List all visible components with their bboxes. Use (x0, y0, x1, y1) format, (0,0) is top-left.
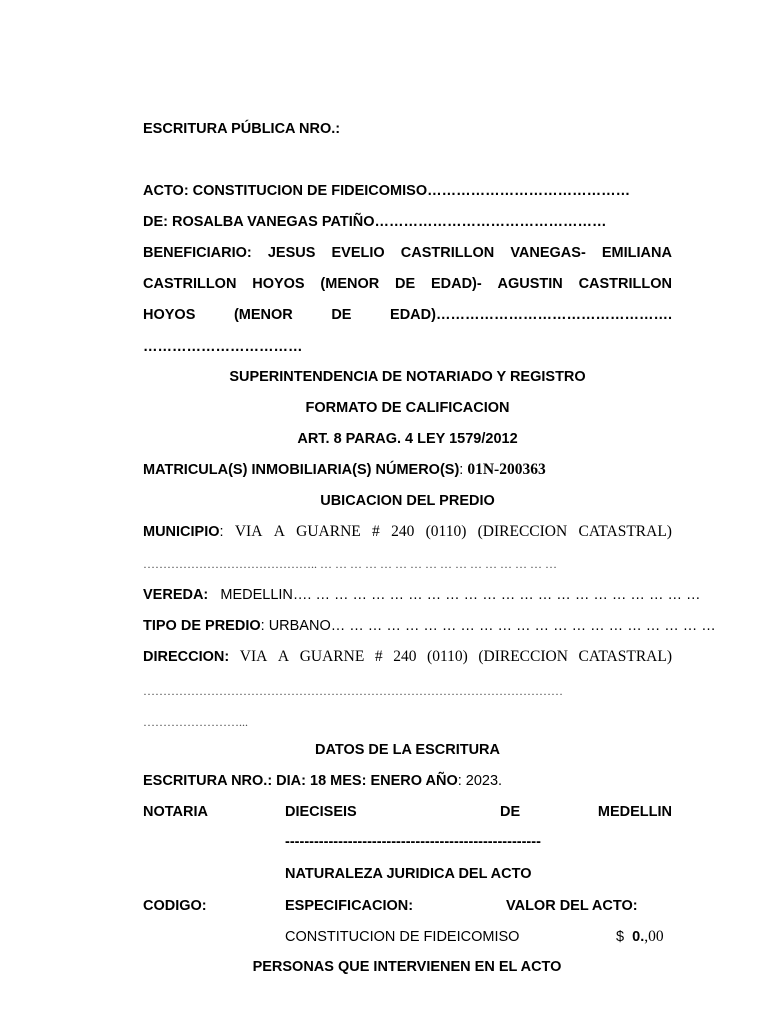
codigo-col-header: CODIGO: (143, 898, 207, 914)
word: 240 (391, 523, 415, 540)
word: VIA (239, 648, 268, 665)
matricula-label: MATRICULA(S) INMOBILIARIA(S) NÚMERO(S) (143, 462, 460, 478)
anio-value: : 2023. (457, 773, 503, 789)
word: EDAD)- (430, 276, 482, 292)
datos-heading: DATOS DE LA ESCRITURA (314, 742, 501, 758)
municipio-line (143, 523, 672, 541)
word: (DIRECCION (478, 648, 568, 665)
especificacion-col-header: ESPECIFICACION: (285, 898, 414, 914)
word: EMILIANA (601, 245, 672, 261)
art-heading: ART. 8 PARAG. 4 LEY 1579/2012 (297, 431, 518, 447)
direccion-dots-2: ……………………... (143, 715, 248, 729)
direccion-line (143, 648, 672, 666)
word: CATASTRAL) (578, 648, 672, 665)
vereda-value: MEDELLIN…. … … … … … … … … … … … … … … … … … … … … … (220, 587, 701, 603)
notaria-dieciseis: DIECISEIS (285, 804, 357, 820)
beneficiario-line-3 (143, 306, 672, 324)
word: CASTRILLON (578, 276, 672, 292)
escritura-nro-label: ESCRITURA NRO.: DIA: 18 MES: ENERO AÑO (143, 773, 458, 789)
word: HOYOS (252, 276, 305, 292)
valor-col-header: VALOR DEL ACTO: (506, 898, 638, 914)
beneficiario-line-4: …………………………… (143, 339, 303, 355)
word: JESUS (267, 245, 316, 261)
vereda-line (143, 586, 701, 604)
currency-symbol: $ (616, 929, 625, 945)
word: (0110) (427, 648, 468, 665)
matricula-line (143, 461, 672, 479)
tipo-predio-value: : URBANO… … … … … … … … … … … … … … … … … … … … … (260, 618, 716, 634)
valor-decimals: ,00 (644, 928, 664, 945)
matricula-value: 01N-200363 (467, 461, 546, 478)
word: GUARNE (299, 648, 365, 665)
ubicacion-heading: UBICACION DEL PREDIO (320, 493, 495, 509)
word: VANEGAS- (510, 245, 586, 261)
beneficiario-line-1 (143, 244, 672, 262)
valor-bold: 0. (632, 929, 645, 945)
formato-heading: FORMATO DE CALIFICACION (305, 400, 510, 416)
personas-heading: PERSONAS QUE INTERVIENEN EN EL ACTO (252, 959, 562, 975)
word: EVELIO (331, 245, 385, 261)
word: AGUSTIN (497, 276, 563, 292)
word: CASTRILLON (143, 276, 237, 292)
separator-rule: ----------------------------------------------------- (285, 834, 541, 850)
municipio-label: MUNICIPIO (143, 524, 220, 540)
word: BENEFICIARIO: (143, 245, 252, 261)
word: # (374, 648, 383, 665)
superintendencia-heading: SUPERINTENDENCIA DE NOTARIADO Y REGISTRO (229, 369, 586, 385)
tipo-predio-line (143, 617, 716, 635)
matricula-colon: : (459, 462, 468, 478)
word: A (277, 648, 290, 665)
word: GUARNE (296, 523, 361, 540)
notaria-de: DE (500, 804, 521, 820)
word: 240 (393, 648, 417, 665)
notaria-label: NOTARIA (143, 804, 208, 820)
especificacion-value: CONSTITUCION DE FIDEICOMISO (285, 929, 520, 945)
word: EDAD)…………………………………………. (390, 307, 672, 323)
word: (MENOR (320, 276, 380, 292)
naturaleza-heading: NATURALEZA JURIDICA DEL ACTO (285, 866, 532, 882)
word: (0110) (425, 523, 467, 540)
direccion-dots-1: …………………………………………………………………………………………… (143, 684, 563, 698)
word: DE (395, 276, 416, 292)
valor-value (616, 928, 664, 946)
word: VIA (234, 523, 263, 540)
vereda-label: VEREDA: (143, 587, 209, 603)
de-line: DE: ROSALBA VANEGAS PATIÑO………………………………………… (143, 214, 607, 230)
word: A (273, 523, 285, 540)
escritura-nro-line (143, 772, 672, 790)
word: CASTRILLON (400, 245, 495, 261)
tipo-predio-label: TIPO DE PREDIO (143, 618, 261, 634)
word: (DIRECCION (477, 523, 568, 540)
notaria-medellin: MEDELLIN (597, 804, 672, 820)
word: (MENOR (233, 307, 293, 323)
word: DE (331, 307, 352, 323)
direccion-label: DIRECCION: (143, 649, 230, 665)
word: # (372, 523, 380, 540)
municipio-dots: …………………………………….. … … … … … … … … … … … … … … … … (143, 557, 557, 571)
word: HOYOS (143, 307, 196, 323)
beneficiario-line-2 (143, 275, 672, 293)
escritura-publica-label: ESCRITURA PÚBLICA NRO.: (143, 121, 341, 137)
acto-line: ACTO: CONSTITUCION DE FIDEICOMISO…………………………………… (143, 183, 631, 199)
word: CATASTRAL) (578, 523, 672, 540)
word: : (219, 524, 224, 540)
